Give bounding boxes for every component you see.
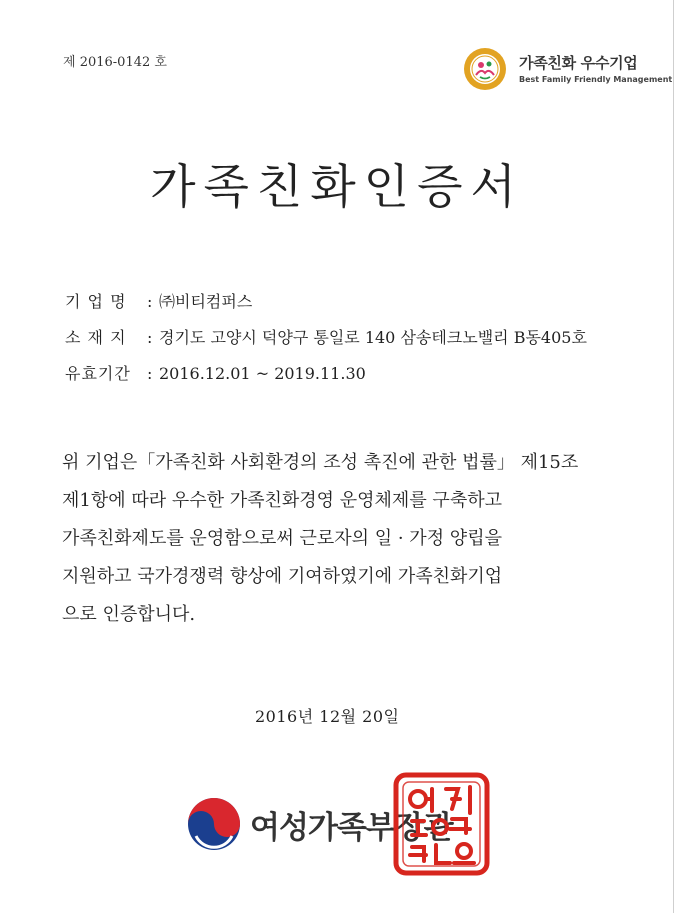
statement-line: 가족친화제도를 운영함으로써 근로자의 일 · 가정 양립을: [62, 528, 502, 549]
info-label: 유효기간: [65, 364, 131, 383]
info-colon: :: [147, 364, 153, 383]
info-row-validity: [65, 356, 587, 392]
certification-statement: [62, 444, 624, 634]
family-friendly-badge: [461, 46, 673, 92]
statement-line: 으로 인증합니다.: [62, 604, 196, 625]
certificate-title: 가족친화인증서: [150, 160, 524, 215]
statement-line: 제1항에 따라 우수한 가족친화경영 운영체제를 구축하고: [62, 490, 502, 511]
info-label: 소 재 지: [65, 328, 127, 347]
info-colon: :: [147, 328, 153, 347]
certificate-number: 제 2016-0142 호: [63, 55, 167, 70]
statement-line: 지원하고 국가경쟁력 향상에 기여하였기에 가족친화기업: [62, 566, 503, 587]
info-value-validity: 2016.12.01 ~ 2019.11.30: [159, 364, 366, 383]
statement-line: 위 기업은「가족친화 사회환경의 조성 촉진에 관한 법률」 제15조: [62, 452, 579, 473]
badge-title: 가족친화 우수기업: [519, 54, 638, 72]
info-label: 기 업 명: [65, 292, 127, 311]
badge-subtitle: Best Family Friendly Management: [519, 75, 673, 84]
ministry-name: 여성가족부장관: [250, 810, 453, 846]
info-colon: :: [147, 292, 153, 311]
family-friendly-emblem-icon: [461, 46, 511, 92]
taegeuk-emblem-icon: [186, 796, 242, 852]
issue-date: 2016년 12월 20일: [255, 707, 400, 726]
info-value-company: ㈜비티컴퍼스: [159, 292, 253, 311]
info-value-address: 경기도 고양시 덕양구 통일로 140 삼송테크노밸리 B동405호: [159, 328, 587, 347]
company-info: [65, 284, 587, 392]
info-row-address: [65, 320, 587, 356]
info-row-company: [65, 284, 587, 320]
official-seal-icon: [392, 771, 491, 877]
